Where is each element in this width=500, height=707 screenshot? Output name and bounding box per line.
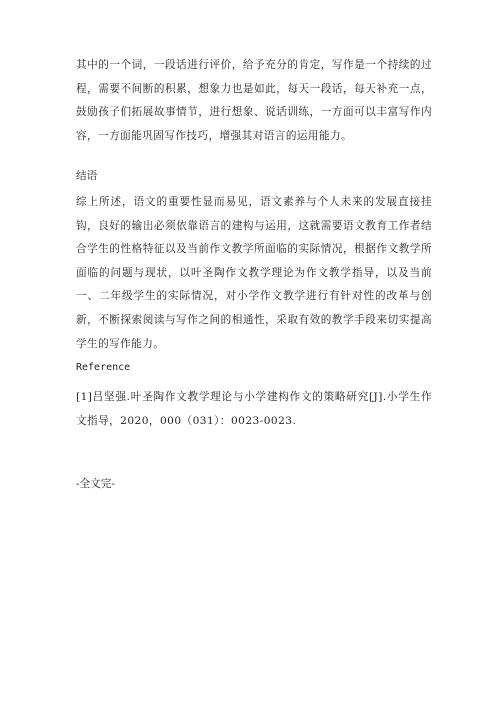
conclusion-heading: 结语 — [76, 170, 98, 182]
conclusion-paragraph: 综上所述，语文的重要性显而易见，语文素养与个人未来的发展直接挂钩，良好的输出必须依靠语言的建构与运用，这就需要语文教育工作者结合学生的性格特征以及当前作文教学所面临的实际情况，根据作文教学所面临的问题与现状，以叶圣陶作文教学理论为作文教学指导，以及当前一、二年级学生的实际情况，对小学作文教学进行有针对性的改革与创新，不断探索阅读与写作之间的相通性，采取有效的教学手段来切实提高学生的写作能力。 — [76, 196, 432, 350]
end-mark: -全文完- — [76, 478, 115, 490]
intro-paragraph: 其中的一个词，一段话进行评价，给予充分的肯定，写作是一个持续的过程，需要不间断的积累，想象力也是如此，每天一段话，每天补充一点，鼓励孩子们拓展故事情节，进行想象、说话训练，一方面可以丰富写作内容，一方面能巩固写作技巧，增强其对语言的运用能力。 — [76, 59, 432, 142]
reference-entry: [1]吕坚强.叶圣陶作文教学理论与小学建构作文的策略研究[J].小学生作文指导，2020，000（031）：0023-0023. — [76, 391, 432, 427]
reference-heading: Reference — [76, 362, 131, 373]
